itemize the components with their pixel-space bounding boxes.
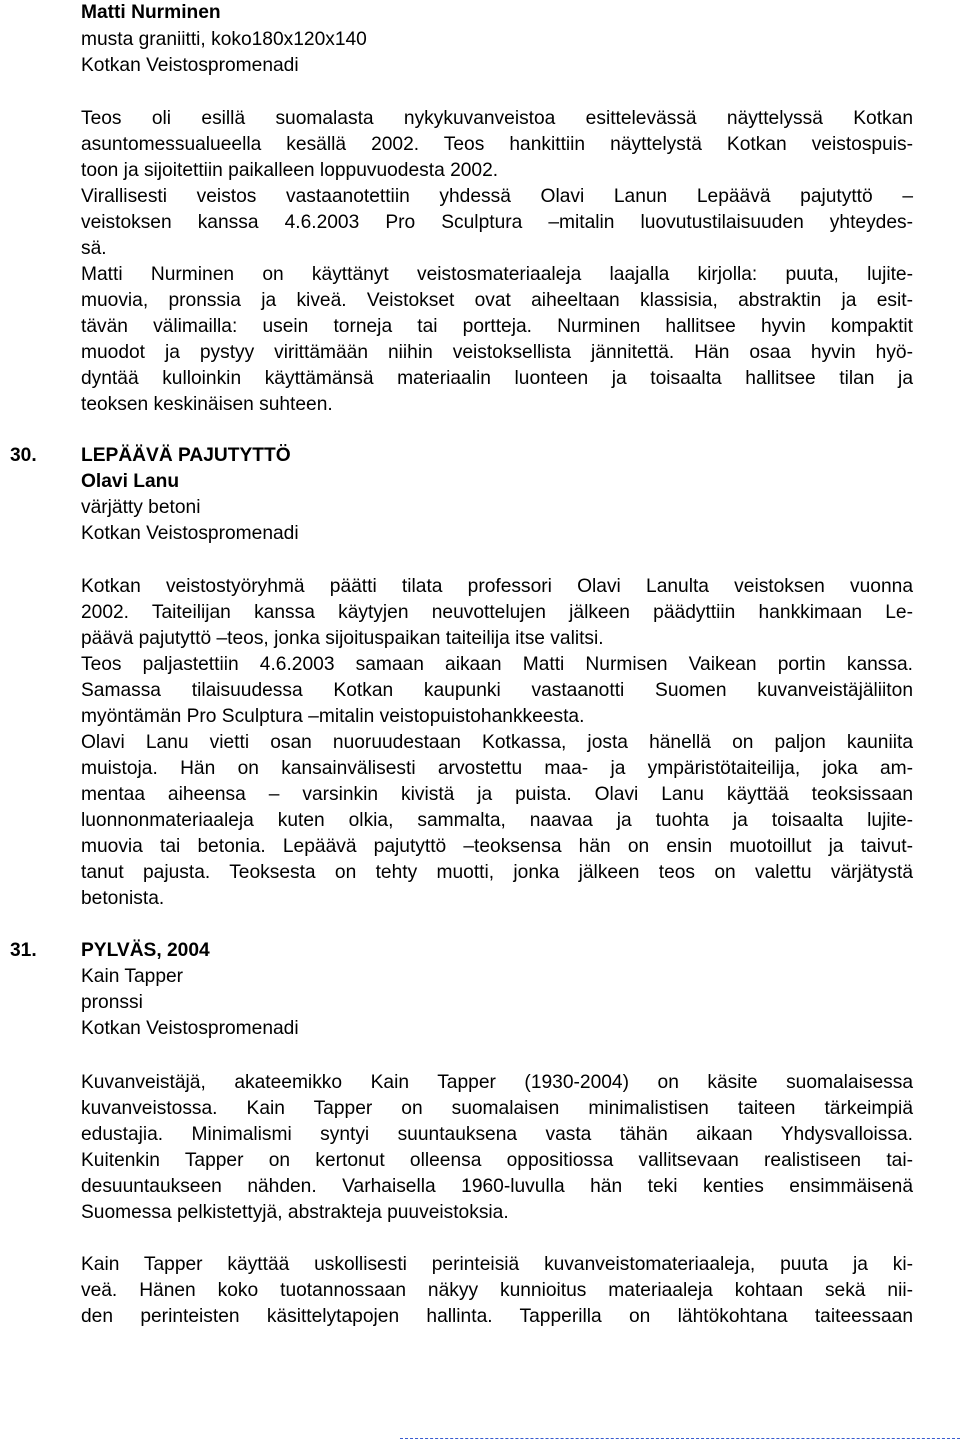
entry30-text-line: 2002. Taiteilijan kanssa käytyjen neuvottelujen jälkeen päädyttiin hankkimaan Le- — [81, 602, 913, 623]
entry29-text-line: teoksen keskinäisen suhteen. — [81, 394, 333, 415]
entry31-p1-line: Suomessa pelkistettyjä, abstrakteja puuveistoksia. — [81, 1202, 509, 1223]
entry29-text-line: muovia, pronssia ja kiveä. Veistokset ovat aiheeltaan klassisia, abstraktin ja esit- — [81, 290, 913, 311]
entry30-text-line: mentaa aiheensa – varsinkin kivistä ja puista. Olavi Lanu käyttää teoksissaan — [81, 784, 913, 805]
entry29-text-line: asuntomessualueella kesällä 2002. Teos hankittiin näyttelystä Kotkan veistospuis- — [81, 134, 913, 155]
entry30-material: värjätty betoni — [81, 497, 201, 518]
entry29-text-line: muodot ja pystyy virittämään niihin veistoksellista jännitettä. Hän osaa hyvin hyö- — [81, 342, 913, 363]
entry29-text-line: Virallisesti veistos vastaanotettiin yhdessä Olavi Lanun Lepäävä pajutyttö – — [81, 186, 913, 207]
entry29-location: Kotkan Veistospromenadi — [81, 55, 299, 76]
entry29-text-line: Teos oli esillä suomalasta nykykuvanveistoa esittelevässä näyttelyssä Kotkan — [81, 108, 913, 129]
entry31-material: pronssi — [81, 992, 143, 1013]
entry29-artist: Matti Nurminen — [81, 2, 221, 23]
entry29-text-line: toon ja sijoitettiin paikalleen loppuvuodesta 2002. — [81, 160, 499, 181]
entry31-p2-line: veä. Hänen koko tuotannossaan näkyy kunnioitus materiaaleja kohtaan sekä nii- — [81, 1280, 913, 1301]
entry31-p2-line: den perinteisten käsittelytapojen hallinta. Tapperilla on lähtökohtana taiteessaan — [81, 1306, 913, 1327]
entry29-text-line: veistoksen kanssa 4.6.2003 Pro Sculptura –mitalin luovutustilaisuuden yhteydes- — [81, 212, 913, 233]
entry30-number: 30. — [10, 445, 37, 466]
entry30-location: Kotkan Veistospromenadi — [81, 523, 299, 544]
entry30-text-line: tanut pajusta. Teoksesta on tehty muotti, jonka jälkeen teos on valettu värjätystä — [81, 862, 913, 883]
entry31-number: 31. — [10, 940, 37, 961]
entry31-p1-line: kuvanveistossa. Kain Tapper on suomalaisen minimalistisen taiteen tärkeimpiä — [81, 1098, 913, 1119]
entry29-material: musta graniitti, koko180x120x140 — [81, 29, 367, 50]
entry30-text-line: myöntämän Pro Sculptura –mitalin veistopuistohankkeesta. — [81, 706, 585, 727]
entry31-p1-line: Kuitenkin Tapper on kertonut olleensa oppositiossa vallitsevaan realistiseen tai- — [81, 1150, 913, 1171]
entry31-location: Kotkan Veistospromenadi — [81, 1018, 299, 1039]
entry29-text-line: dyntää kulloinkin käyttämänsä materiaalin luonteen ja toisaalta hallitsee tilan ja — [81, 368, 913, 389]
entry31-p1-line: Kuvanveistäjä, akateemikko Kain Tapper (1930-2004) on käsite suomalaisessa — [81, 1072, 913, 1093]
page-bottom-rule — [400, 1438, 960, 1439]
entry30-text-line: betonista. — [81, 888, 165, 909]
entry31-p1-line: desuuntaukseen nähden. Varhaisella 1960-luvulla hän teki kenties ensimmäisenä — [81, 1176, 913, 1197]
entry31-p2-line: Kain Tapper käyttää uskollisesti perinteisiä kuvanveistomateriaaleja, puuta ja ki- — [81, 1254, 913, 1275]
entry30-text-line: Samassa tilaisuudessa Kotkan kaupunki vastaanotti Suomen kuvanveistäjäliiton — [81, 680, 913, 701]
entry30-artist: Olavi Lanu — [81, 471, 180, 492]
entry29-text-line: Matti Nurminen on käyttänyt veistosmateriaaleja laajalla kirjolla: puuta, lujite- — [81, 264, 913, 285]
entry31-artist: Kain Tapper — [81, 966, 184, 987]
entry31-p1-line: edustajia. Minimalismi syntyi suuntauksena vasta tähän aikaan Yhdysvalloissa. — [81, 1124, 913, 1145]
entry30-text-line: Kotkan veistostyöryhmä päätti tilata professori Olavi Lanulta veistoksen vuonna — [81, 576, 913, 597]
entry30-text-line: Olavi Lanu vietti osan nuoruudestaan Kotkassa, josta hänellä on paljon kauniita — [81, 732, 913, 753]
entry31-title: PYLVÄS, 2004 — [81, 940, 210, 961]
entry29-text-line: sä. — [81, 238, 107, 259]
entry30-title: LEPÄÄVÄ PAJUTYTTÖ — [81, 445, 291, 466]
entry30-text-line: muovia tai betonia. Lepäävä pajutyttö –teoksensa hän on ensin muotoillut ja taivut- — [81, 836, 913, 857]
entry29-text-line: tävän välimailla: usein torneja tai portteja. Nurminen hallitsee hyvin kompaktit — [81, 316, 913, 337]
entry30-text-line: luonnonmateriaaleja kuten olkia, sammalta, naavaa ja tuohta ja toisaalta lujite- — [81, 810, 913, 831]
entry30-text-line: Teos paljastettiin 4.6.2003 samaan aikaan Matti Nurmisen Vaikean portin kanssa. — [81, 654, 913, 675]
entry30-text-line: päävä pajutyttö –teos, jonka sijoituspaikan taiteilija itse valitsi. — [81, 628, 604, 649]
entry30-text-line: muistoja. Hän on kansainvälisesti arvostettu maa- ja ympäristötaiteilija, joka am- — [81, 758, 913, 779]
